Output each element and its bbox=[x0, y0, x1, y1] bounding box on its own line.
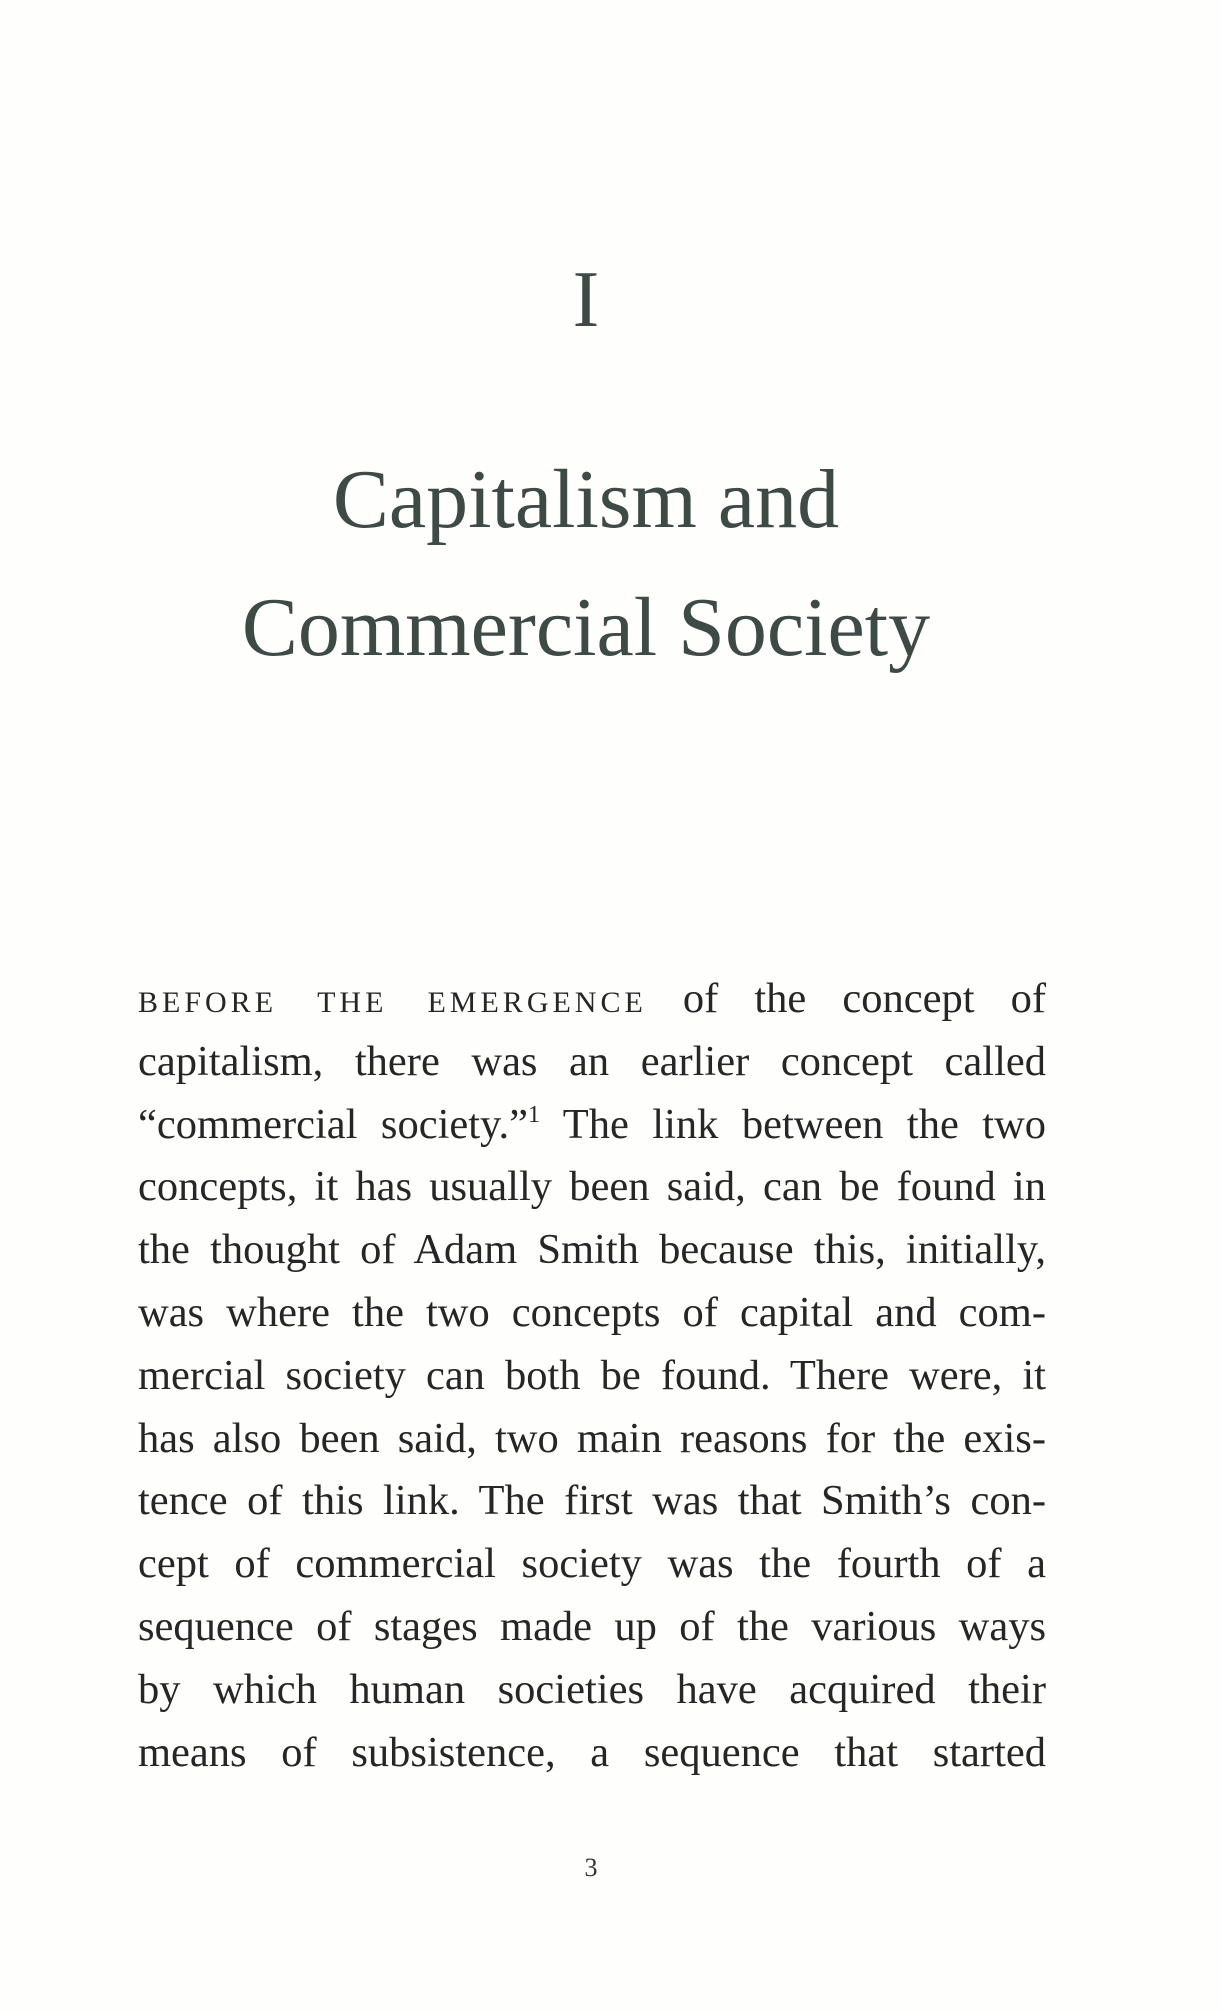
text-line: mercial society can both be found. There were, it bbox=[138, 1351, 1046, 1399]
lead-in-smallcaps: before the emergence bbox=[138, 975, 647, 1022]
text-line: tence of this link. The first was that Smith’s con- bbox=[138, 1477, 1046, 1525]
text-line: sequence of stages made up of the various ways bbox=[138, 1602, 1046, 1650]
text-line: capitalism, there was an earlier concept called bbox=[138, 1037, 1046, 1085]
text-line: was where the two concepts of capital and com- bbox=[138, 1288, 1046, 1336]
chapter-title bbox=[0, 436, 1172, 692]
text-line: cept of commercial society was the fourth of a bbox=[138, 1540, 1046, 1588]
text-line bbox=[138, 1094, 1046, 1157]
chapter-title-line-2: Commercial Society bbox=[241, 581, 931, 674]
quoted-term: “commercial society.” bbox=[138, 1100, 529, 1148]
line-continuation: The link between the two bbox=[562, 1100, 1047, 1148]
text-line: has also been said, two main reasons for the exis- bbox=[138, 1414, 1046, 1462]
chapter-title-line-1: Capitalism and bbox=[332, 453, 840, 546]
text-line: means of subsistence, a sequence that started bbox=[138, 1728, 1046, 1776]
body-paragraph bbox=[138, 968, 1046, 1784]
page-number: 3 bbox=[584, 1853, 598, 1882]
footnote-marker[interactable]: 1 bbox=[528, 1101, 541, 1128]
text-line: by which human societies have acquired their bbox=[138, 1665, 1046, 1713]
first-line-rest: of the concept of bbox=[682, 975, 1046, 1022]
chapter-number: I bbox=[572, 256, 600, 344]
text-line: concepts, it has usually been said, can be found in bbox=[138, 1163, 1046, 1211]
text-line bbox=[138, 968, 1046, 1031]
text-line: the thought of Adam Smith because this, initially, bbox=[138, 1226, 1046, 1274]
